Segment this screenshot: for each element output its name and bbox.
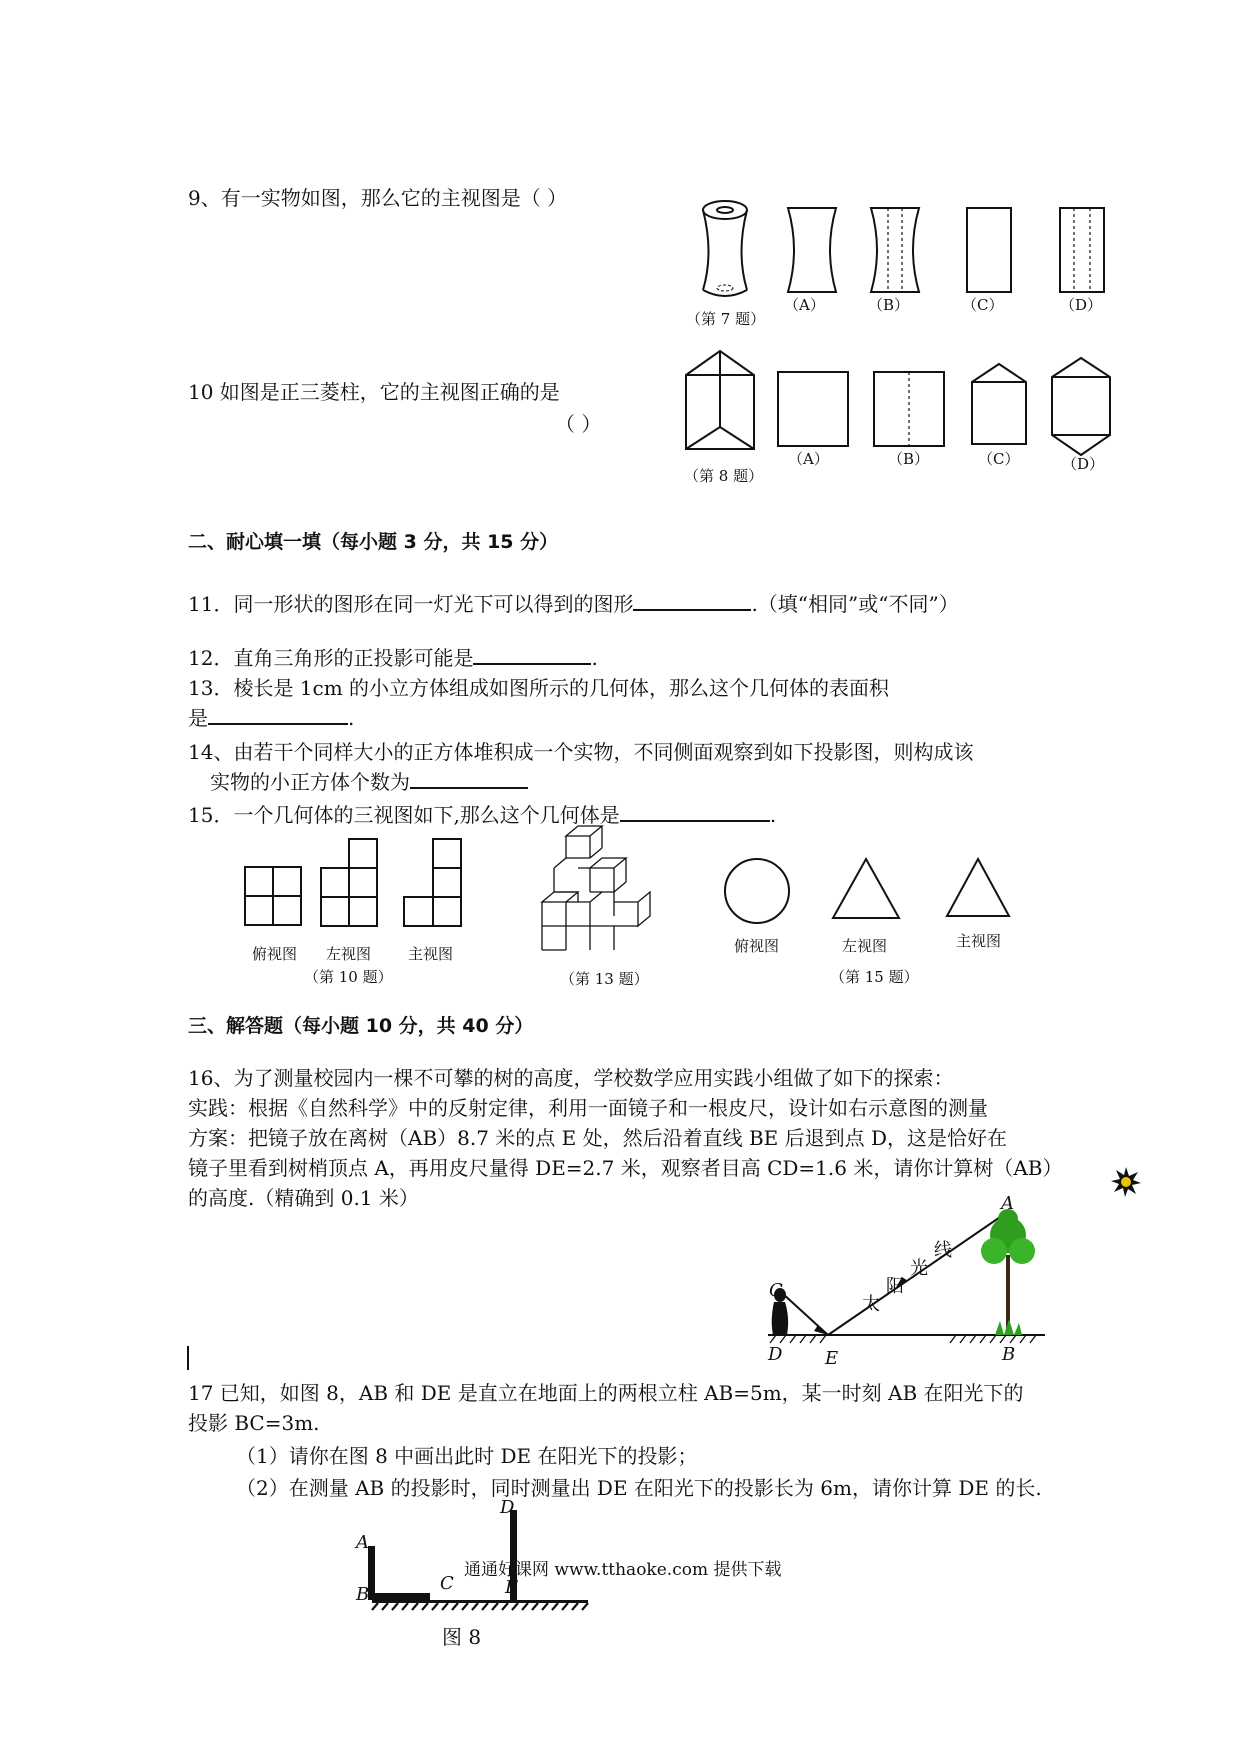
q9-option-c-figure <box>965 205 1015 295</box>
q9-option-b-figure <box>865 205 925 295</box>
text-cursor <box>187 1346 189 1370</box>
q17-label-a: A <box>356 1532 369 1553</box>
q10-option-c-figure <box>970 360 1030 446</box>
q12-answer-blank[interactable] <box>473 643 591 665</box>
q12 <box>188 643 598 673</box>
q16-label-c: C <box>769 1280 783 1301</box>
q16-ray-text-2: 阳 <box>886 1276 904 1297</box>
q14-line1: 14、由若干个同样大小的正方体堆积成一个实物，不同侧面观察到如下投影图，则构成该 <box>188 740 974 764</box>
q17-label-d: D <box>500 1497 515 1518</box>
q13-fig-caption: （第 13 题） <box>560 970 649 988</box>
q14-left-view-label: 左视图 <box>326 945 372 963</box>
q14-fig-caption: （第 10 题） <box>304 968 393 986</box>
q16-line1: 16、为了测量校园内一棵不可攀的树的高度，学校数学应用实践小组做了如下的探索： <box>188 1066 954 1090</box>
q16-line5: 的高度.（精确到 0.1 米） <box>188 1186 419 1210</box>
q17-label-c: C <box>440 1573 454 1594</box>
q9-option-a: （A） <box>784 296 825 314</box>
section3-title: 三、解答题（每小题 10 分，共 40 分） <box>188 1015 534 1037</box>
section2-title: 二、耐心填一填（每小题 3 分，共 15 分） <box>188 531 559 553</box>
q11-answer-blank[interactable] <box>633 589 751 611</box>
q9-option-d: （D） <box>1060 296 1103 314</box>
q15-left-view-figure <box>830 856 902 922</box>
q10-option-b-figure <box>872 370 946 450</box>
q14-top-view-figure <box>244 866 304 928</box>
q10-text: 10 如图是正三菱柱，它的主视图正确的是 <box>188 380 560 404</box>
q13-cube-stack-figure <box>536 818 676 958</box>
q17-label-e: E <box>505 1577 519 1598</box>
q14-line2-text: 实物的小正方体个数为 <box>210 770 410 794</box>
q14-front-view-figure <box>403 838 465 928</box>
q15-front-view-label: 主视图 <box>956 932 1002 950</box>
q13-line2-text: 是 <box>188 706 208 730</box>
q15-front-view-figure <box>944 856 1012 920</box>
q9-option-a-figure <box>782 205 842 295</box>
q12-tail: . <box>591 646 598 670</box>
q16-line4: 镜子里看到树梢顶点 A，再用皮尺量得 DE=2.7 米，观察者目高 CD=1.6 米，请你计算树（AB） <box>188 1156 1063 1180</box>
q11-text: 11．同一形状的图形在同一灯光下可以得到的图形 <box>188 592 634 616</box>
q9-text: 9、有一实物如图，那么它的主视图是（ ） <box>188 186 568 210</box>
q10-option-b: （B） <box>888 450 930 468</box>
q16-label-d: D <box>768 1344 783 1365</box>
q13-line2 <box>188 703 354 733</box>
q17-line2: 投影 BC=3m. <box>188 1411 320 1435</box>
q12-text: 12．直角三角形的正投影可能是 <box>188 646 474 670</box>
q11 <box>188 589 959 619</box>
q17-fig-caption: 图 8 <box>442 1625 482 1649</box>
q15-top-view-figure <box>722 856 792 926</box>
q10-prism-figure <box>680 345 760 455</box>
q15-fig-caption: （第 15 题） <box>830 968 919 986</box>
q14-answer-blank[interactable] <box>410 767 528 789</box>
q16-ray-text-1: 太 <box>862 1294 880 1315</box>
q13-line1: 13．棱长是 1cm 的小立方体组成如图所示的几何体，那么这个几何体的表面积 <box>188 676 890 700</box>
q14-front-view-label: 主视图 <box>408 945 454 963</box>
q9-option-b: （B） <box>868 296 910 314</box>
q16-label-e: E <box>825 1348 839 1369</box>
q10-option-c: （C） <box>978 450 1020 468</box>
sun-icon <box>1110 1166 1142 1198</box>
q15-left-view-label: 左视图 <box>842 937 888 955</box>
q15-text: 15．一个几何体的三视图如下,那么这个几何体是 <box>188 803 620 827</box>
q17-label-b: B <box>356 1584 370 1605</box>
q11-tail: .（填“相同”或“不同”） <box>751 592 959 616</box>
q10-fig-caption: （第 8 题） <box>684 467 764 485</box>
q16-label-b: B <box>1002 1344 1016 1365</box>
q9-option-c: （C） <box>962 296 1004 314</box>
q15-top-view-label: 俯视图 <box>734 937 780 955</box>
q13-answer-blank[interactable] <box>208 703 348 725</box>
q10-option-d: （D） <box>1062 455 1105 473</box>
q9-object-figure <box>690 198 760 298</box>
q16-ray-text-3: 光 <box>910 1258 928 1279</box>
q13-tail: . <box>348 706 355 730</box>
q16-line2: 实践：根据《自然科学》中的反射定律，利用一面镜子和一根皮尺，设计如右示意图的测量 <box>188 1096 988 1120</box>
q17-line1: 17 已知，如图 8，AB 和 DE 是直立在地面上的两根立柱 AB=5m，某一时刻 AB 在阳光下的 <box>188 1381 1024 1405</box>
q16-line3: 方案：把镜子放在离树（AB）8.7 米的点 E 处，然后沿着直线 BE 后退到点 D，这是恰好在 <box>188 1126 1008 1150</box>
q17-sub1: （1）请你在图 8 中画出此时 DE 在阳光下的投影； <box>236 1444 698 1468</box>
q17-sub2: （2）在测量 AB 的投影时，同时测量出 DE 在阳光下的投影长为 6m，请你计算 DE 的长. <box>236 1476 1042 1500</box>
q15-tail: . <box>769 803 777 827</box>
q14-top-view-label: 俯视图 <box>252 945 298 963</box>
q16-label-a: A <box>1001 1193 1014 1214</box>
q10-option-a-figure <box>776 370 850 450</box>
q10-option-a: （A） <box>788 450 829 468</box>
q9-fig-caption: （第 7 题） <box>686 310 766 328</box>
q10-option-d-figure <box>1050 355 1114 460</box>
q10-paren: （ ） <box>555 412 602 436</box>
q15 <box>188 800 776 830</box>
watermark-text: 通通好课网 www.tthaoke.com 提供下载 <box>464 1560 782 1580</box>
q14-line2 <box>210 767 528 797</box>
q14-left-view-figure <box>320 838 380 928</box>
q9-option-d-figure <box>1058 205 1108 295</box>
q16-ray-text-4: 线 <box>934 1240 952 1261</box>
